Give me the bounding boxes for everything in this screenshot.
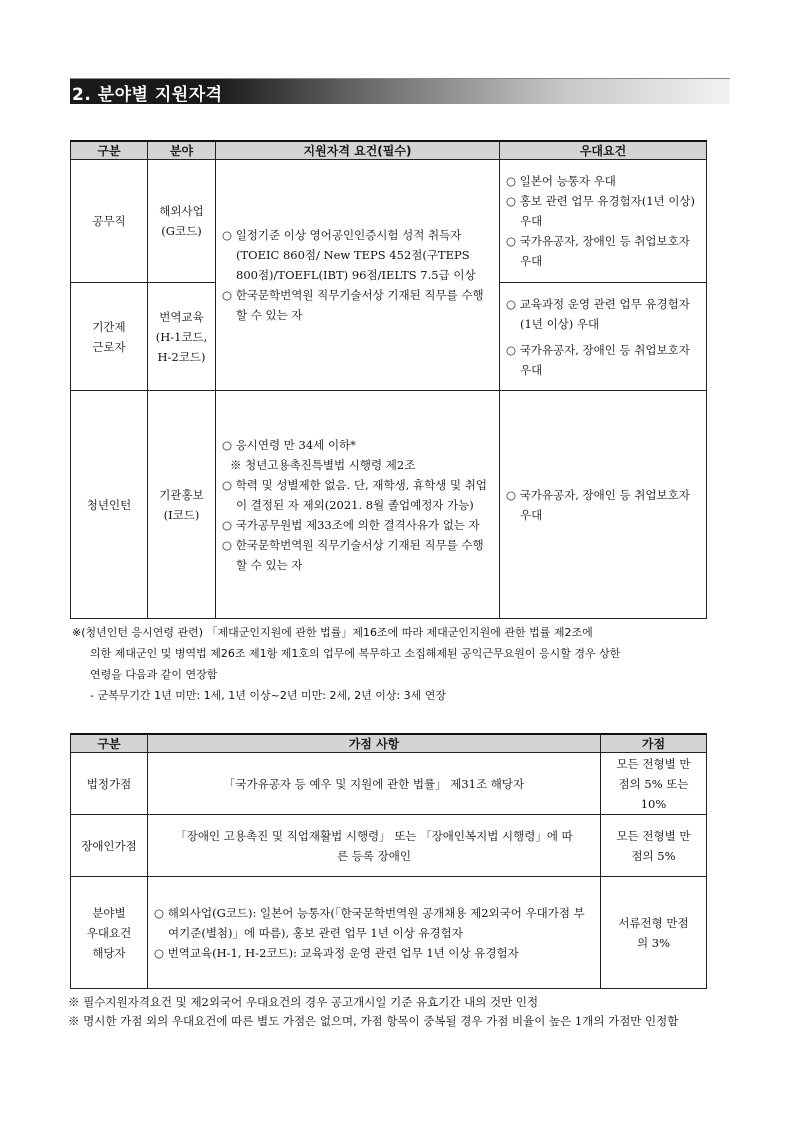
requirement-item: ○ 한국문학번역원 직무기술서상 기재된 직무를 수행할 수 있는 자 [222, 288, 484, 322]
preferred-item: ○ 교육과정 운영 관련 업무 유경험자(1년 이상) 우대 [506, 296, 690, 331]
section-title: 2. 분야별 지원자격 [72, 85, 223, 105]
age-note [72, 622, 732, 706]
shared-requirements-cell [216, 160, 500, 391]
preferred-item: ○ 일본어 능통자 우대 [506, 174, 616, 188]
table-row [71, 160, 707, 283]
row-field: 기관홍보 (I코드) [148, 391, 216, 619]
detail-item: ○ 해외사업(G코드): 일본어 능통자(「한국문학번역원 공개채용 제2외국어 우대가점 부여기준(별첨)」에 따름), 홍보 관련 업무 1년 이상 유경험자 [154, 905, 585, 940]
requirement-item: ○ 응시연령 만 34세 이하* [222, 437, 356, 452]
header-category: 구분 [71, 734, 148, 753]
preferred-cell [500, 160, 707, 283]
age-note-line: - 군복무기간 1년 미만: 1세, 1년 이상~2년 미만: 2세, 2년 이상: 3세 연장 [90, 689, 447, 702]
row-details [148, 877, 601, 989]
row-category: 공무직 [71, 160, 148, 283]
requirement-item: ○ 국가공무원법 제33조에 의한 결격사유가 없는 자 [222, 517, 480, 532]
requirement-item: ○ 학력 및 성별제한 없음. 단, 재학생, 휴학생 및 취업이 결정된 자 제외(2021. 8월 졸업예정자 가능) [222, 477, 487, 512]
age-note-line: 의한 제대군인 및 병역법 제26조 제1항 제1호의 업무에 복무하고 소집해제된 공익근무요원이 응시할 경우 상한 [90, 647, 621, 660]
detail-item: ○ 번역교육(H-1, H-2코드): 교육과정 운영 관련 업무 1년 이상 유경험자 [154, 945, 519, 960]
header-details: 가점 사항 [148, 734, 601, 753]
row-field: 번역교육 (H-1코드, H-2코드) [148, 283, 216, 391]
requirements-cell [216, 391, 500, 619]
preferred-item: ○ 국가유공자, 장애인 등 취업보호자 우대 [506, 487, 690, 522]
bottom-note: ※ 필수지원자격요건 및 제2외국어 우대요건의 경우 공고개시일 기준 유효기간 내의 것만 인정 [68, 995, 539, 1009]
preferred-cell [500, 283, 707, 391]
bottom-note: ※ 명시한 가점 외의 우대요건에 따른 별도 가점은 없으며, 가점 항목이 중복될 경우 가점 비율이 높은 1개의 가점만 인정함 [68, 1014, 679, 1028]
header-field: 분야 [148, 141, 216, 160]
age-note-line: 연령을 다음과 같이 연장함 [90, 668, 218, 681]
row-category: 법정가점 [71, 753, 148, 815]
row-points: 모든 전형별 만점의 5% 또는 10% [601, 753, 707, 815]
bottom-notes [68, 993, 728, 1031]
row-category: 장애인가점 [71, 815, 148, 877]
row-category: 청년인턴 [71, 391, 148, 619]
table-row [71, 877, 707, 989]
header-preferred: 우대요건 [500, 141, 707, 160]
row-details: 「장애인 고용촉진 및 직업재활법 시행령」 또는 「장애인복지법 시행령」에 따른 등록 장애인 [148, 815, 601, 877]
header-category: 구분 [71, 141, 148, 160]
table-row [71, 753, 707, 815]
preferred-item: ○ 국가유공자, 장애인 등 취업보호자 우대 [506, 234, 690, 268]
header-requirements: 지원자격 요건(필수) [216, 141, 500, 160]
preferred-cell [500, 391, 707, 619]
section-header-bar [70, 78, 730, 104]
table-row [71, 815, 707, 877]
row-details: 「국가유공자 등 예우 및 지원에 관한 법률」 제31조 해당자 [148, 753, 601, 815]
row-points: 모든 전형별 만점의 5% [601, 815, 707, 877]
requirement-note: ※ 청년고용촉진특별법 시행령 제2조 [230, 457, 416, 472]
row-category: 기간제 근로자 [71, 283, 148, 391]
row-category: 분야별 우대요건 해당자 [71, 877, 148, 989]
preferred-item: ○ 국가유공자, 장애인 등 취업보호자 우대 [506, 342, 690, 377]
section-header-rule [70, 78, 730, 79]
requirement-item: ○ 일정기준 이상 영어공인인증시험 성적 취득자(TOEIC 860점/ New TEPS 452점(구TEPS 800점)/TOEFL(IBT) 96점/IELTS 7.5급 이상 [222, 228, 476, 282]
header-points: 가점 [601, 734, 707, 753]
eligibility-table [70, 140, 707, 619]
preferred-item: ○ 홍보 관련 업무 유경험자(1년 이상) 우대 [506, 194, 696, 228]
requirement-item: ○ 한국문학번역원 직무기술서상 기재된 직무를 수행할 수 있는 자 [222, 537, 484, 572]
bonus-table-header [71, 734, 707, 753]
table-row [71, 391, 707, 619]
age-note-line: ※(청년인턴 응시연령 관련) 「제대군인지원에 관한 법률」제16조에 따라 제대군인지원에 관한 법률 제2조에 [72, 626, 593, 639]
bonus-points-table [70, 733, 707, 989]
eligibility-table-header [71, 141, 707, 160]
row-field: 해외사업 (G코드) [148, 160, 216, 283]
row-points: 서류전형 만점의 3% [601, 877, 707, 989]
